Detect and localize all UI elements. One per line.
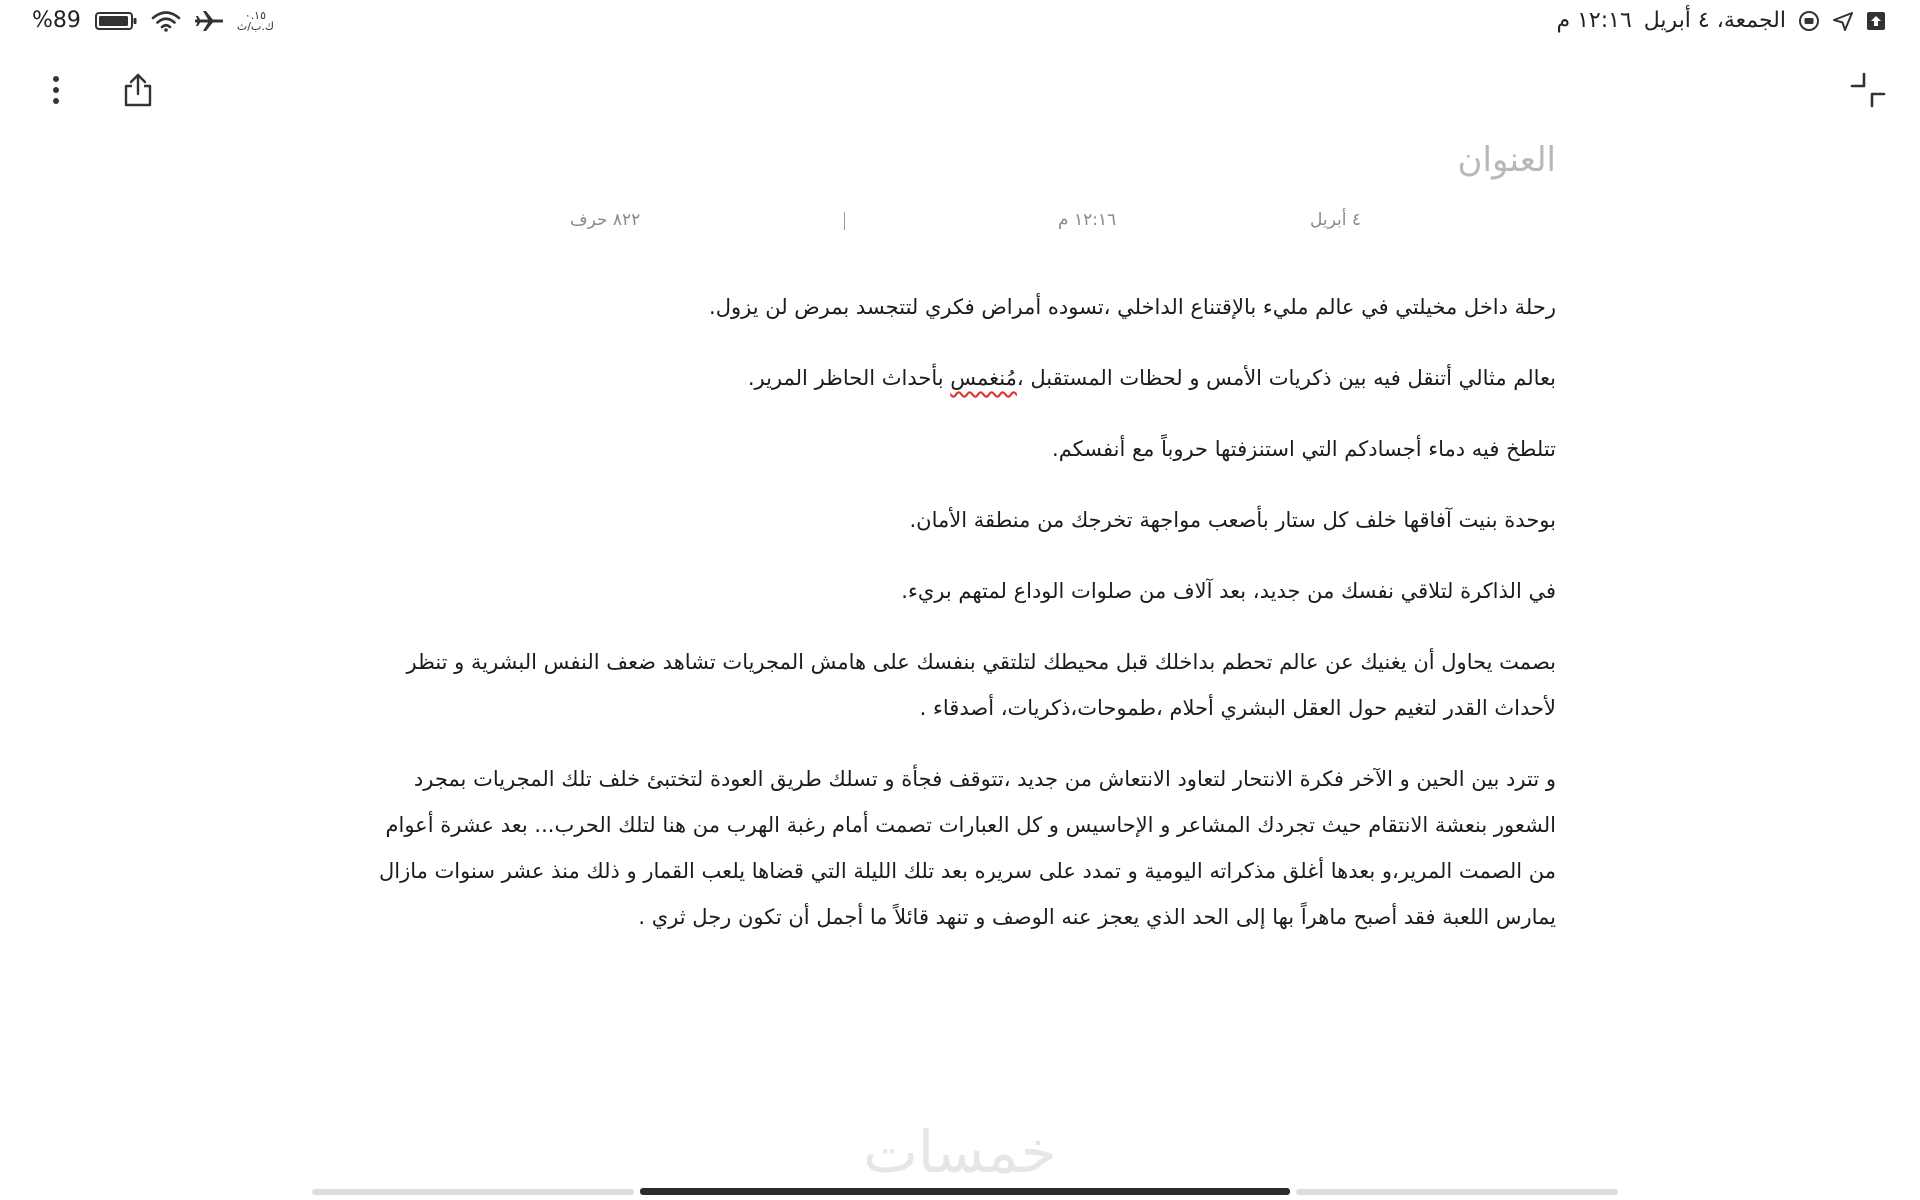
taskbar-segment-right[interactable] [1296, 1189, 1618, 1195]
paragraph-text: بعالم مثالي أتنقل فيه بين ذكريات الأمس و لحظات المستقبل ، [1016, 366, 1556, 390]
note-body-editor[interactable] [370, 284, 1556, 965]
note-paragraph[interactable]: رحلة داخل مخيلتي في عالم مليء بالإقتناع الداخلي ،تسوده أمراض فكري لتتجسد بمرض لن يزول. [709, 295, 1556, 319]
more-options-button[interactable] [28, 62, 84, 118]
note-paragraph[interactable]: و تترد بين الحين و الآخر فكرة الانتحار لتعاود الانتعاش من جديد ،تتوقف فجأة و تسلك طريق العودة لتختبئ خلف تلك المجريات بمجرد الشعور بنعشة الانتقام حيث تجردك المشاعر و الإحاسيس و كل العبارات تصمت أمام رغبة الهرب من هنا لتلك الحرب... بعد عشرة أعوام من الصمت المرير،و بعدها أغلق مذكراته اليومية و تمدد على سريره بعد تلك الليلة التي قضاها يلعب القمار و ذلك منذ عشر سنوات مازال يمارس اللعبة فقد أصبح ماهراً بها إلى الحد الذي يعجز عنه الوصف و تنهد قائلاً ما أجمل أن تكون رجل ثري . [378, 767, 1556, 929]
character-count: ٨٢٢ حرف [570, 210, 641, 230]
share-button[interactable] [110, 62, 166, 118]
collapse-icon [1850, 72, 1886, 108]
misspelled-word[interactable]: مُنغمس [950, 366, 1017, 390]
home-indicator[interactable] [640, 1188, 1290, 1195]
taskbar-segment-left[interactable] [312, 1189, 634, 1195]
net-speed [237, 10, 274, 32]
note-paragraph[interactable] [370, 355, 1556, 401]
net-speed-value: ٠.١٥ [244, 8, 267, 22]
status-clock: ١٢:١٦ م [1556, 8, 1632, 33]
battery-icon [95, 10, 137, 32]
airplane-icon [195, 9, 223, 33]
media-icon [1798, 10, 1820, 32]
meta-divider [844, 212, 845, 230]
note-paragraph[interactable]: بصمت يحاول أن يغنيك عن عالم تحطم بداخلك قبل محيطك لتلتقي بنفسك على هامش المجريات تشاهد ضعف النفس البشرية و تنظر لأحداث القدر لتغيم حول العقل البشري أحلام ،طموحات،ذكريات، أصدقاء . [406, 650, 1556, 720]
note-title-input[interactable]: العنوان [1457, 140, 1556, 180]
send-icon [1832, 10, 1854, 32]
wifi-icon [151, 10, 181, 32]
share-icon [123, 73, 153, 107]
note-paragraph[interactable]: تتلطخ فيه دماء أجسادكم التي استنزفتها حروباً مع أنفسكم. [1052, 437, 1556, 461]
net-speed-unit: ك.ب/ث [236, 19, 274, 33]
note-date: ٤ أبريل [1310, 210, 1361, 230]
status-date: الجمعة، ٤ أبريل [1643, 8, 1786, 33]
status-bar [0, 0, 1920, 46]
note-time: ١٢:١٦ م [1058, 210, 1117, 230]
battery-percent-value: 89 [52, 8, 81, 33]
note-paragraph[interactable]: بوحدة بنيت آفاقها خلف كل ستار بأصعب مواجهة تخرجك من منطقة الأمان. [909, 508, 1556, 532]
status-bar-right [1556, 8, 1886, 33]
watermark: خمسات [863, 1118, 1057, 1186]
exit-fullscreen-button[interactable] [1840, 62, 1896, 118]
status-bar-left [32, 8, 274, 33]
more-vert-icon [50, 74, 62, 106]
paragraph-text: بأحداث الحاظر المرير. [747, 366, 951, 390]
battery-percent [32, 8, 81, 33]
battery-percent-suffix: % [32, 8, 53, 33]
upload-notification-icon [1866, 11, 1886, 31]
note-paragraph[interactable]: في الذاكرة لتلاقي نفسك من جديد، بعد آلاف من صلوات الوداع لمتهم بريء. [901, 579, 1556, 603]
